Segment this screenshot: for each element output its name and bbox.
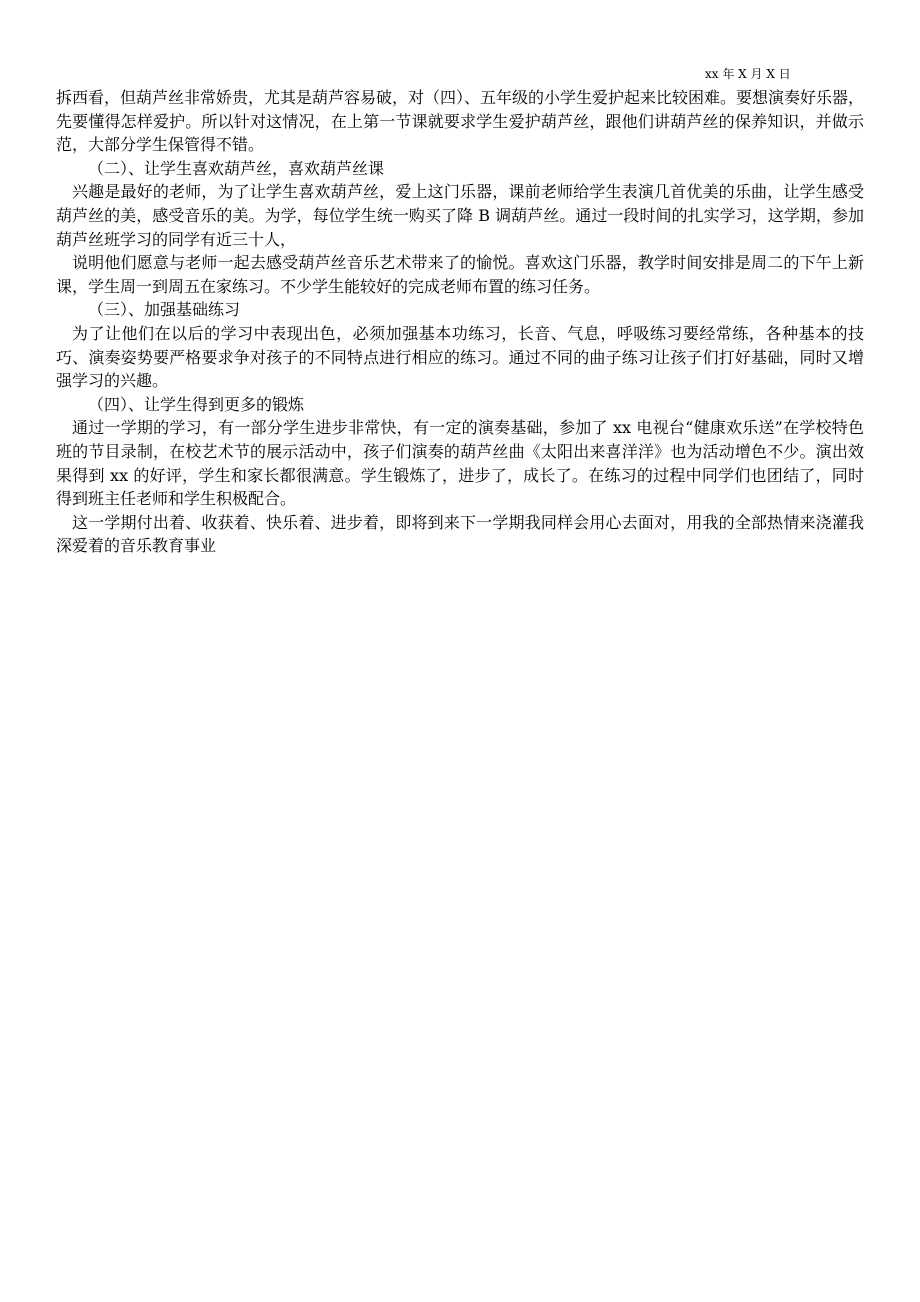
document-body: [56, 86, 864, 558]
date-header: xx 年 X 月 X 日: [705, 67, 791, 81]
paragraph-basics: 为了让他们在以后的学习中表现出色，必须加强基本功练习，长音、气息，呼吸练习要经常练，各种基本的技巧、演奏姿势要严格要求争对孩子的不同特点进行相应的练习。通过不同的曲子练习让孩子们打好基础，同时又增强学习的兴趣。: [56, 323, 864, 391]
paragraph-care-instruction: 拆西看，但葫芦丝非常娇贵，尤其是葫芦容易破，对（四）、五年级的小学生爱护起来比较困难。要想演奏好乐器，先要懂得怎样爱护。所以针对这情况，在上第一节课就要求学生爱护葫芦丝，跟他们讲葫芦丝的保养知识，并做示范，大部分学生保管得不错。: [56, 88, 865, 155]
paragraph-practice: 通过一学期的学习，有一部分学生进步非常快，有一定的演奏基础，参加了 xx 电视台“健康欢乐送”在学校特色班的节目录制，在校艺术节的展示活动中，孩子们演奏的葫芦丝曲《太阳出来喜洋洋》也为活动增色不少。演出效果得到 xx 的好评，学生和家长都很满意。学生锻炼了，进步了，成长了。在练习的过程中同学们也团结了，同时得到班主任老师和学生积极配合。: [56, 418, 864, 509]
section-heading-basics: （三）、加强基础练习: [88, 300, 241, 320]
paragraph-conclusion: 这一学期付出着、收获着、快乐着、进步着，即将到来下一学期我同样会用心去面对，用我的全部热情来浇灌我深爱着的音乐教育事业: [56, 512, 864, 556]
paragraph-interest: 兴趣是最好的老师，为了让学生喜欢葫芦丝，爱上这门乐器，课前老师给学生表演几首优美的乐曲，让学生感受葫芦丝的美，感受音乐的美。为学，每位学生统一购买了降 B 调葫芦丝。通过一段时间的扎实学习，这学期，参加葫芦丝班学习的同学有近三十人，: [56, 182, 864, 249]
section-heading-practice: （四）、让学生得到更多的锻炼: [88, 394, 305, 414]
paragraph-schedule: 说明他们愿意与老师一起去感受葫芦丝音乐艺术带来了的愉悦。喜欢这门乐器，教学时间安排是周二的下午上新课，学生周一到周五在家练习。不少学生能较好的完成老师布置的练习任务。: [56, 253, 864, 296]
section-heading-interest: （二）、让学生喜欢葫芦丝，喜欢葫芦丝课: [88, 158, 385, 178]
